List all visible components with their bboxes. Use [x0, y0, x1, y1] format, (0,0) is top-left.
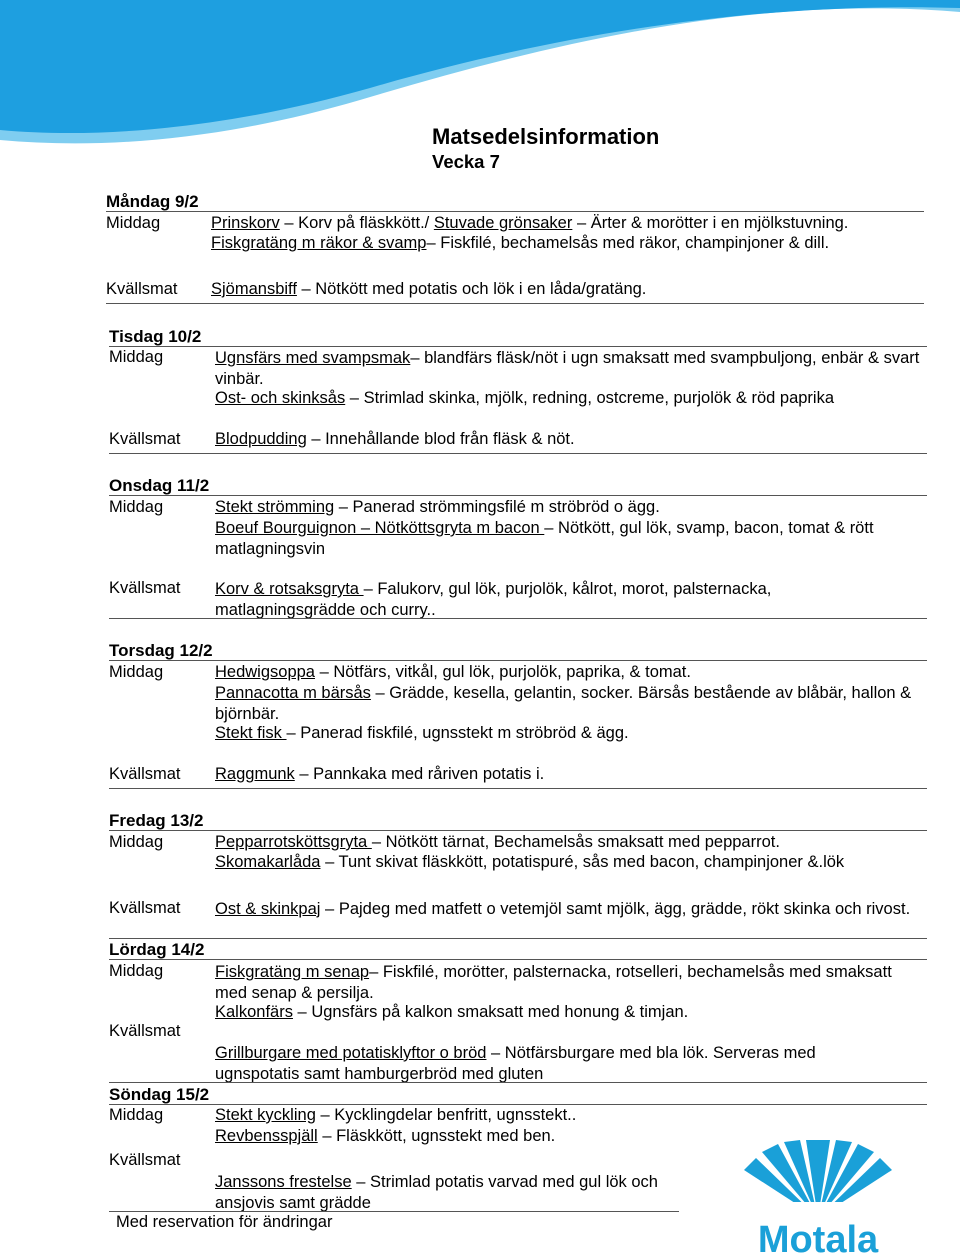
meal-line — [215, 579, 835, 620]
meal-line — [215, 833, 780, 852]
meal-line — [215, 1043, 895, 1084]
dish-description: – Fläskkött, ugnsstekt med ben. — [317, 1127, 556, 1145]
meal-line — [215, 389, 834, 408]
dish-name: Pepparrotsköttsgryta — [215, 833, 372, 851]
middag-label: Middag — [109, 962, 164, 980]
kvallsmat-label: Kvällsmat — [109, 899, 181, 917]
meal-line — [215, 498, 660, 517]
kvallsmat-label: Kvällsmat — [109, 765, 181, 783]
meal-line — [215, 853, 844, 872]
dish-name: Stekt kyckling — [215, 1106, 316, 1124]
kvallsmat-label: Kvällsmat — [109, 579, 181, 597]
middag-label: Middag — [106, 214, 161, 232]
dish-description: – Panerad fiskfilé, ugnsstekt m ströbröd & ägg. — [286, 724, 629, 742]
meal-line — [215, 1172, 680, 1213]
dish-name: Fiskgratäng m räkor & svamp — [211, 234, 427, 252]
meal-line — [215, 899, 920, 920]
divider — [109, 788, 927, 789]
dish-name: Korv & rotsaksgryta — [215, 580, 364, 598]
dish-description: – Pannkaka med råriven potatis i. — [294, 765, 545, 783]
middag-label: Middag — [109, 833, 164, 851]
dish-description: – Korv på fläskkött./ — [279, 214, 434, 232]
dish-description: – Panerad strömmingsfilé m ströbröd o ägg. — [334, 498, 660, 516]
divider — [109, 1104, 927, 1105]
dish-name: Grillburgare med potatisklyftor o bröd — [215, 1044, 487, 1062]
dish-name: Skomakarlåda — [215, 853, 321, 871]
meal-line — [215, 724, 629, 743]
day-heading: Torsdag 12/2 — [109, 641, 213, 660]
dish-name: Kalkonfärs — [215, 1003, 293, 1021]
meal-line — [215, 1003, 688, 1022]
meal-line — [215, 663, 691, 682]
dish-name: Fiskgratäng m senap — [215, 963, 370, 981]
meal-line — [215, 683, 915, 724]
dish-name: Pannacotta m bärsås — [215, 684, 371, 702]
meal-line — [211, 214, 848, 233]
middag-label: Middag — [109, 1106, 164, 1124]
day-heading: Måndag 9/2 — [106, 192, 199, 211]
dish-name: Blodpudding — [215, 430, 307, 448]
footer-note: Med reservation för ändringar — [116, 1213, 333, 1231]
svg-text:Motala: Motala — [757, 1219, 879, 1256]
dish-name: Stuvade grönsaker — [433, 214, 573, 232]
dish-name: Stekt strömming — [215, 498, 335, 516]
meal-line — [211, 280, 646, 299]
divider — [109, 830, 927, 831]
dish-name: Prinskorv — [211, 214, 280, 232]
kvallsmat-label: Kvällsmat — [106, 280, 178, 298]
dish-description: – Ärter & morötter i en mjölkstuvning. — [572, 214, 849, 232]
dish-name: Sjömansbiff — [211, 280, 297, 298]
dish-description: – Falukorv, gul lök, purjolök, kålrot, morot, palsternacka, matlagningsgrädde och curry.. — [215, 580, 772, 619]
divider — [109, 959, 927, 960]
day-heading: Söndag 15/2 — [109, 1085, 210, 1104]
divider — [109, 660, 927, 661]
dish-description: – Nötfärs, vitkål, gul lök, purjolök, paprika, & tomat. — [314, 663, 691, 681]
dish-description: – Kycklingdelar benfritt, ugnsstekt.. — [315, 1106, 577, 1124]
day-heading: Fredag 13/2 — [109, 811, 204, 830]
dish-description: – Strimlad potatis varvad med gul lök och ansjovis samt grädde — [215, 1173, 658, 1212]
meal-line — [215, 1127, 555, 1146]
meal-line — [215, 765, 544, 784]
dish-name: Revbensspjäll — [215, 1127, 318, 1145]
middag-label: Middag — [109, 663, 164, 681]
divider — [109, 453, 927, 454]
dish-name: Ugnsfärs med svampsmak — [215, 349, 411, 367]
divider — [106, 211, 924, 212]
week-label: Vecka 7 — [432, 151, 500, 172]
divider — [106, 303, 924, 304]
middag-label: Middag — [109, 498, 164, 516]
divider — [109, 495, 927, 496]
divider — [109, 1082, 927, 1083]
dish-description: – Pajdeg med matfett o vetemjöl samt mjölk, ägg, grädde, rökt skinka och rivost. — [320, 900, 911, 918]
kvallsmat-label: Kvällsmat — [109, 430, 181, 448]
dish-name: Boeuf Bourguignon – Nötköttsgryta m bacon — [215, 519, 545, 537]
dish-name: Stekt fisk — [215, 724, 287, 742]
day-heading: Lördag 14/2 — [109, 940, 205, 959]
divider — [109, 938, 927, 939]
meal-line — [215, 1106, 576, 1125]
dish-name: Ost & skinkpaj — [215, 900, 321, 918]
middag-label: Middag — [109, 348, 164, 366]
motala-logo — [738, 1140, 898, 1256]
meal-line — [215, 430, 575, 449]
dish-name: Raggmunk — [215, 765, 295, 783]
meal-line — [215, 518, 915, 559]
meal-line — [211, 234, 829, 253]
dish-description: – Strimlad skinka, mjölk, redning, ostcreme, purjolök & röd paprika — [345, 389, 835, 407]
dish-description: – blandfärs fläsk/nöt i ugn smaksatt med svampbuljong, enbär & svart vinbär. — [215, 349, 920, 388]
dish-description: – Nötkött med potatis och lök i en låda/gratäng. — [296, 280, 647, 298]
dish-name: Hedwigsoppa — [215, 663, 315, 681]
day-heading: Tisdag 10/2 — [109, 327, 202, 346]
day-heading: Onsdag 11/2 — [109, 476, 210, 495]
dish-description: – Nötkött tärnat, Bechamelsås smaksatt med pepparrot. — [371, 833, 780, 851]
dish-description: – Nötfärsburgare med bla lök. Serveras med ugnspotatis samt hamburgerbröd med gluten — [215, 1044, 816, 1083]
divider — [109, 346, 927, 347]
dish-name: Janssons frestelse — [215, 1173, 352, 1191]
kvallsmat-label: Kvällsmat — [109, 1022, 181, 1040]
dish-name: Ost- och skinksås — [215, 389, 346, 407]
divider — [109, 1211, 679, 1212]
dish-description: – Tunt skivat fläskkött, potatispuré, sås med bacon, champinjoner &.lök — [320, 853, 845, 871]
dish-description: – Ugnsfärs på kalkon smaksatt med honung & timjan. — [292, 1003, 689, 1021]
kvallsmat-label: Kvällsmat — [109, 1151, 181, 1169]
dish-description: – Nötkött, gul lök, svamp, bacon, tomat & rött matlagningsvin — [215, 519, 874, 558]
dish-description: – Fiskfilé, bechamelsås med räkor, champinjoner & dill. — [426, 234, 830, 252]
meal-line — [215, 962, 920, 1003]
dish-description: – Innehållande blod från fläsk & nöt. — [306, 430, 575, 448]
divider — [109, 618, 927, 619]
dish-description: – Fiskfilé, morötter, palsternacka, rotselleri, bechamelsås med smaksatt med senap & persilja. — [215, 963, 892, 1002]
dish-description: – Grädde, kesella, gelantin, socker. Bärsås bestående av blåbär, hallon & björnbär. — [215, 684, 912, 723]
meal-line — [215, 348, 920, 389]
page-title: Matsedelsinformation — [432, 124, 660, 149]
